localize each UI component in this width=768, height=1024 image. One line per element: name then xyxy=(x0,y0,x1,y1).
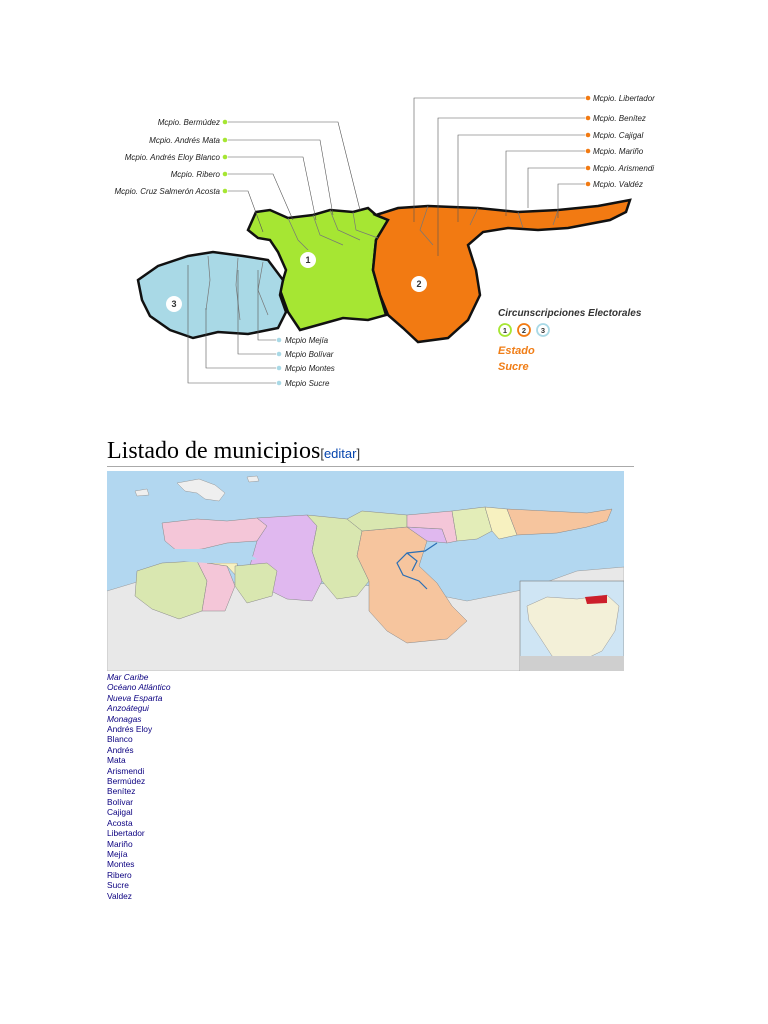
link-mata[interactable]: Mata xyxy=(107,755,126,766)
svg-text:2: 2 xyxy=(521,326,527,335)
link-sucre[interactable]: Sucre xyxy=(107,880,129,891)
link-arismendi[interactable]: Arismendi xyxy=(107,765,145,776)
link-mejia[interactable]: Mejía xyxy=(107,848,128,859)
label-bermudez: Mcpio. Bermúdez xyxy=(157,118,220,127)
link-bolivar[interactable]: Bolívar xyxy=(107,796,134,807)
section-title: Listado de municipios xyxy=(107,438,321,464)
link-nueva-esparta[interactable]: Nueva Esparta xyxy=(107,692,163,703)
map-legend xyxy=(498,308,642,373)
label-arismendi: Mcpio. Arismendi xyxy=(593,164,655,173)
label-mejia: Mcpio Mejía xyxy=(285,336,329,345)
golfo-de-cariaco xyxy=(165,549,257,563)
label-montes: Mcpio Montes xyxy=(285,364,335,373)
link-monagas[interactable]: Monagas xyxy=(107,713,142,724)
municipio-pink-north xyxy=(162,518,267,551)
circ-1-marker xyxy=(299,251,317,269)
label-sucre: Mcpio Sucre xyxy=(285,379,330,388)
section-heading xyxy=(107,438,634,467)
label-benitez: Mcpio. Benítez xyxy=(593,114,646,123)
link-benitez[interactable]: Benítez xyxy=(107,786,136,797)
link-blanco[interactable]: Blanco xyxy=(107,734,133,745)
label-marino: Mcpio. Mariño xyxy=(593,147,644,156)
link-acosta[interactable]: Acosta xyxy=(107,817,133,828)
link-marino[interactable]: Mariño xyxy=(107,838,133,849)
island-nueva-esparta xyxy=(177,479,225,501)
link-ribero[interactable]: Ribero xyxy=(107,869,132,880)
label-valdez: Mcpio. Valdéz xyxy=(593,180,643,189)
svg-text:1: 1 xyxy=(502,326,508,335)
svg-text:2: 2 xyxy=(416,279,422,289)
label-andres-eloy-blanco: Mcpio. Andrés Eloy Blanco xyxy=(124,153,220,162)
circ-2-region xyxy=(373,200,630,342)
edit-section: [editar] xyxy=(320,446,361,461)
island-small xyxy=(247,476,259,482)
svg-text:1: 1 xyxy=(305,255,311,265)
edit-link[interactable]: editar xyxy=(323,446,357,461)
circ-3-region xyxy=(138,252,286,338)
label-ribero: Mcpio. Ribero xyxy=(170,170,220,179)
link-mar-caribe[interactable]: Mar Caribe xyxy=(107,672,149,682)
inset-venezuela-map xyxy=(520,581,624,671)
legend-title: Circunscripciones Electorales xyxy=(498,308,642,319)
circ-2-marker xyxy=(410,275,428,293)
legend-estado: Estado xyxy=(498,345,535,357)
circunscripciones-map xyxy=(98,80,668,400)
link-libertador[interactable]: Libertador xyxy=(107,828,145,839)
label-libertador: Mcpio. Libertador xyxy=(593,94,655,103)
link-andres-eloy[interactable]: Andrés Eloy xyxy=(107,724,153,735)
link-cajigal[interactable]: Cajigal xyxy=(107,807,133,818)
svg-text:3: 3 xyxy=(540,326,546,335)
label-andres-mata: Mcpio. Andrés Mata xyxy=(149,136,220,145)
link-andres[interactable]: Andrés xyxy=(107,744,134,755)
legend-sucre: Sucre xyxy=(498,361,529,373)
label-cajigal: Mcpio. Cajigal xyxy=(593,131,644,140)
municipios-map xyxy=(107,471,624,671)
label-bolivar: Mcpio Bolívar xyxy=(285,350,334,359)
island-small xyxy=(135,489,149,496)
link-oceano-atlantico[interactable]: Océano Atlántico xyxy=(107,682,171,693)
municipio-orange-east xyxy=(507,509,612,535)
link-valdez[interactable]: Valdez xyxy=(107,890,132,901)
link-montes[interactable]: Montes xyxy=(107,859,135,870)
circ-3-marker xyxy=(165,295,183,313)
link-bermudez[interactable]: Bermúdez xyxy=(107,776,146,787)
municipio-lime xyxy=(452,507,492,541)
svg-text:3: 3 xyxy=(171,299,177,309)
label-cruz-salmeron-acosta: Mcpio. Cruz Salmerón Acosta xyxy=(114,187,220,196)
link-anzoategui[interactable]: Anzoátegui xyxy=(107,703,149,714)
municipios-link-list xyxy=(107,672,170,901)
